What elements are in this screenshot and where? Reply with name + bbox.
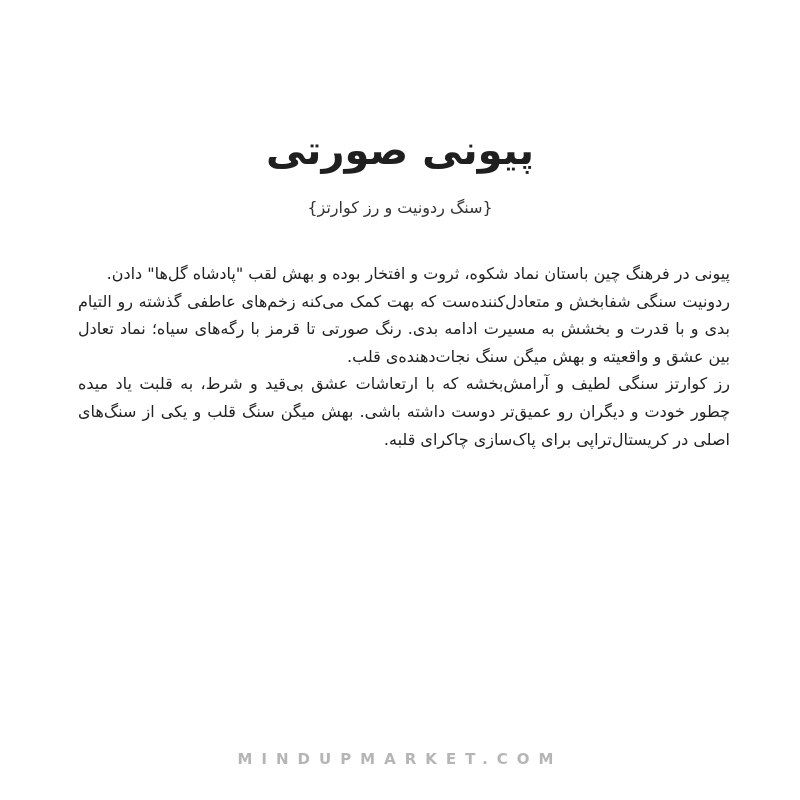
paragraph-rose-quartz: رز کوارتز سنگی لطیف و آرامش‌بخشه که با ارتعاشات عشق بی‌قید و شرط، به قلبت یاد میده چطور خودت و دیگران رو عمیق‌تر دوست داشته باشی. بهش میگن سنگ قلب و یکی از سنگ‌های اصلی در کریستال‌تراپی برای پاک‌سازی چاکرای قلبه. xyxy=(78,374,730,449)
footer-website: MINDUPMARKET.COM xyxy=(237,750,563,768)
page-subtitle: {سنگ ردونیت و رز کوارتز} xyxy=(307,198,493,217)
paragraph-peony: پیونی در فرهنگ چین باستان نماد شکوه، ثروت و افتخار بوده و بهش لقب "پادشاه گل‌ها" دادن. xyxy=(106,264,730,283)
page-title: پیونی صورتی xyxy=(265,128,535,174)
paragraph-rhodonite: ردونیت سنگی شفابخش و متعادل‌کننده‌ست که بهت کمک می‌کنه زخم‌های عاطفی گذشته رو التیام بدی و با قدرت و بخشش به مسیرت ادامه بدی. رنگ صورتی تا قرمز با رگه‌های سیاه؛ نماد تعادل بین عشق و واقعیته و بهش میگن سنگ نجات‌دهنده‌ی قلب. xyxy=(78,291,730,366)
body-text xyxy=(78,260,730,453)
